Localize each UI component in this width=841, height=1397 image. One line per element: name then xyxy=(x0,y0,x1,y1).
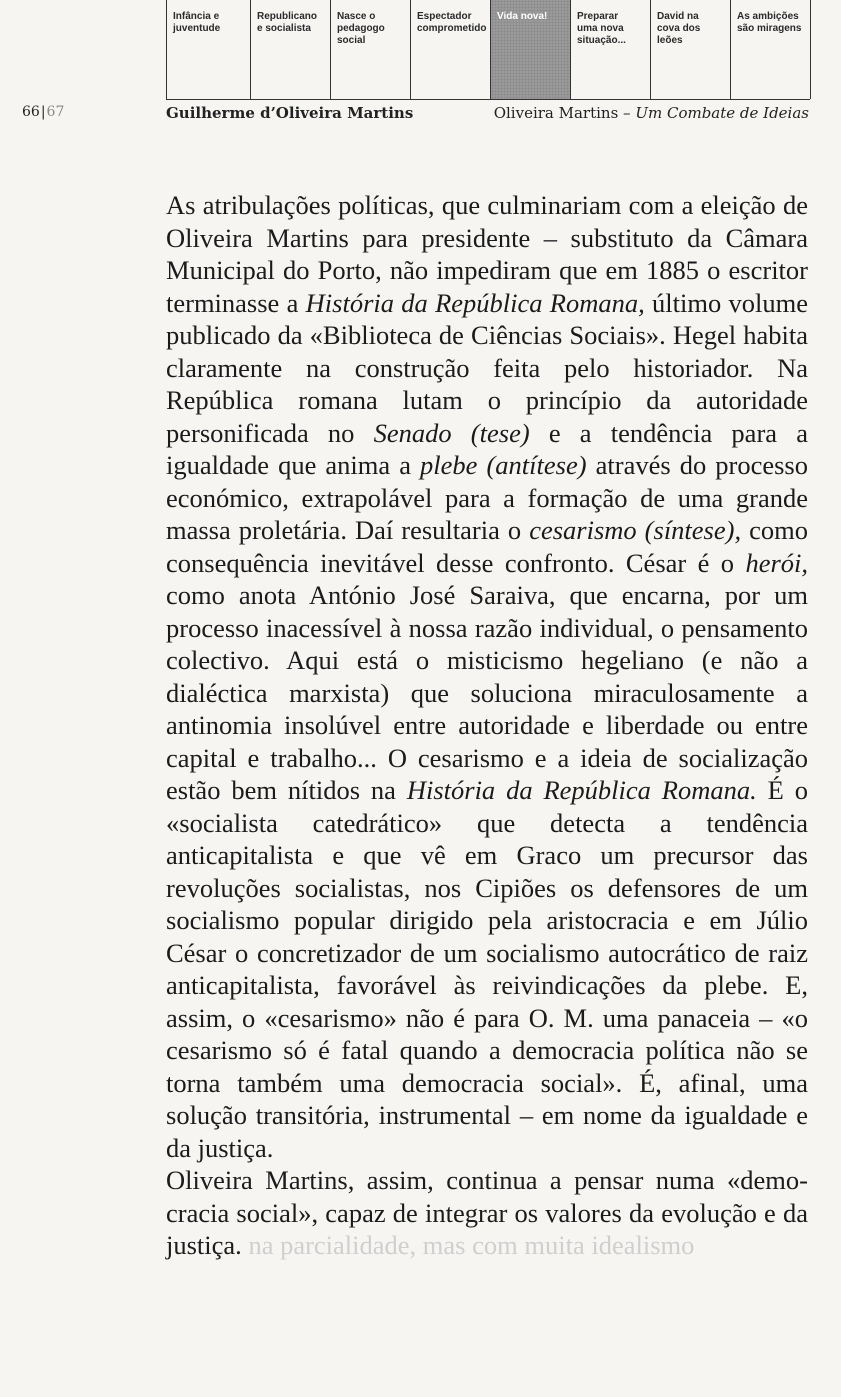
book-title-prefix: Oliveira Martins – xyxy=(493,104,636,122)
chapter-tab-preparar: Preparar uma nova situação... xyxy=(571,0,651,99)
chapter-tab-strip xyxy=(166,0,810,100)
text-run: Oliveira Martins, assim, continua a pensar numa «democracia social», capaz de integrar os valores da evolução e da justiça. xyxy=(166,1165,808,1260)
paragraph-1 xyxy=(166,189,808,1164)
italic-run: Senado (tese) xyxy=(373,417,530,448)
chapter-tab-pedagogo: Nasce o pedagogo social xyxy=(331,0,411,99)
chapter-tab-ambicoes: As ambições são miragens xyxy=(731,0,811,99)
italic-run: herói, xyxy=(745,547,808,578)
page-numbers xyxy=(22,104,64,120)
italic-run: cesarismo (síntese), xyxy=(529,515,742,545)
chapter-tab-infancia: Infância e juventude xyxy=(167,0,251,99)
chapter-tab-vida-nova-active: Vida nova! xyxy=(491,0,571,99)
chapter-tab-espectador: Espectador comprometido xyxy=(411,0,491,99)
text-run: e a tendência para a igualdade que anima a xyxy=(166,417,808,480)
chapter-tab-david: David na cova dos leões xyxy=(651,0,731,99)
page-number-divider: | xyxy=(40,104,46,120)
bleed-through-text: na parcialidade, mas com muita idealismo xyxy=(241,1230,695,1260)
text-run: como anota António José Saraiva, que encarna, por um processo inacessível à nossa razão individual, o pensamento colectivo. Aqui está o misticismo hegeliano (e não a dialéctica marxista) que soluciona miraculosamente a antinomia insolúvel entre autoridade e liberdade ou entre capital e trabalho... O cesarismo e a ideia de socialização estão bem nítidos na xyxy=(166,580,808,805)
paragraph-2 xyxy=(166,1164,808,1262)
text-run: É o «socialista catedrático» que detecta a tendência anticapitalista e que vê em Graco um precursor das revoluções socialistas, nos Cipiões os defensores de um socialismo popular dirigido pela aristocracia e em Júlio César o concretizador de um socialismo autocrático de raiz anticapitalista, favorável às reivindicações da plebe. E, assim, o «cesarismo» não é para O. M. uma panaceia – «o cesarismo só é fatal quando a democracia política não se torna também uma democracia social». É, afinal, uma solução transitória, instrumental – em nome da igualdade e da justiça. xyxy=(166,775,808,1163)
text-run: como consequência inevitável desse confronto. César é o xyxy=(166,515,809,578)
italic-run: História da República Romana, xyxy=(305,287,645,318)
page-number-right: 67 xyxy=(46,104,65,120)
text-run: As atribulações políticas, que culminariam com a eleição de Oliveira Martins para presidente – substituto da Câmara Municipal do Porto, não impediram que em 1885 o escritor terminasse a xyxy=(166,190,808,318)
book-title xyxy=(494,104,809,122)
italic-run: História da República Romana. xyxy=(406,775,757,805)
running-header xyxy=(0,104,841,128)
page-number-left: 66 xyxy=(22,104,40,120)
body-text xyxy=(166,189,808,1262)
chapter-tab-republicano: Republicano e socialista xyxy=(251,0,331,99)
text-run: através do processo económico, extrapolável para a formação de uma grande massa proletária. Daí resultaria o xyxy=(166,450,808,545)
book-title-italic: Um Combate de Ideias xyxy=(635,104,809,122)
author-name: Guilherme d’Oliveira Martins xyxy=(166,104,414,122)
italic-run: plebe (antítese) xyxy=(420,450,587,480)
text-run: último volume publicado da «Biblioteca de Ciências Sociais». Hegel habita claramente na construção feita pelo historiador. Na República romana lutam o princípio da autoridade personificada no xyxy=(166,287,808,448)
